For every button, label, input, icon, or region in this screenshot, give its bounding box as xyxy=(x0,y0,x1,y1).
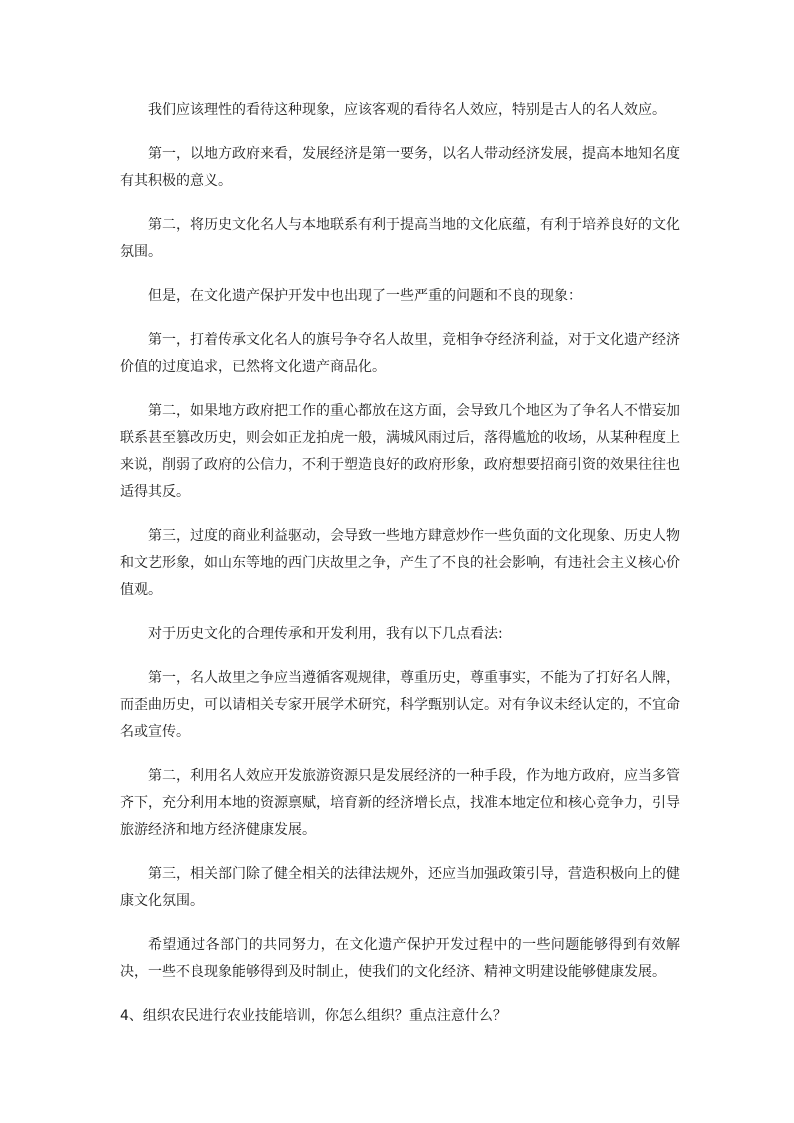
paragraph-positive-point-1: 第一，以地方政府来看，发展经济是第一要务，以名人带动经济发展，提高本地知名度有其积极的意义。 xyxy=(120,146,680,189)
paragraph-view-2: 第二，利用名人效应开发旅游资源只是发展经济的一种手段，作为地方政府，应当多管齐下，充分利用本地的资源禀赋，培育新的经济增长点，找准本地定位和核心竞争力，引导旅游经济和地方经济健康发展。 xyxy=(120,768,680,838)
question-heading: 4、组织农民进行农业技能培训，你怎么组织？重点注意什么？ xyxy=(120,1008,507,1024)
paragraph-conclusion: 希望通过各部门的共同努力，在文化遗产保护开发过程中的一些问题能够得到有效解决，一些不良现象能够得到及时制止，使我们的文化经济、精神文明建设能够健康发展。 xyxy=(120,937,680,980)
paragraph-view-3: 第三，相关部门除了健全相关的法律法规外，还应当加强政策引导，营造积极向上的健康文化氛围。 xyxy=(120,866,680,909)
paragraph-positive-point-2: 第二，将历史文化名人与本地联系有利于提高当地的文化底蕴，有利于培养良好的文化氛围。 xyxy=(120,217,680,260)
paragraph-problem-1: 第一，打着传承文化名人的旗号争夺名人故里，竞相争夺经济利益，对于文化遗产经济价值的过度追求，已然将文化遗产商品化。 xyxy=(120,332,680,375)
paragraph-problem-3: 第三，过度的商业利益驱动，会导致一些地方肆意炒作一些负面的文化现象、历史人物和文艺形象，如山东等地的西门庆故里之争，产生了不良的社会影响，有违社会主义核心价值观。 xyxy=(120,528,680,598)
document-body xyxy=(120,97,680,1030)
paragraph-problems-intro: 但是，在文化遗产保护开发中也出现了一些严重的问题和不良的现象： xyxy=(148,288,582,304)
paragraph-problem-2: 第二，如果地方政府把工作的重心都放在这方面，会导致几个地区为了争名人不惜妄加联系甚至篡改历史，则会如正龙拍虎一般，满城风雨过后，落得尴尬的收场，从某种程度上来说，削弱了政府的公信力，不利于塑造良好的政府形象，政府想要招商引资的效果往往也适得其反。 xyxy=(120,403,680,500)
paragraph-views-intro: 对于历史文化的合理传承和开发利用，我有以下几点看法: xyxy=(148,626,503,642)
paragraph-intro: 我们应该理性的看待这种现象，应该客观的看待名人效应，特别是古人的名人效应。 xyxy=(148,102,666,118)
paragraph-view-1: 第一，名人故里之争应当遵循客观规律，尊重历史，尊重事实，不能为了打好名人牌，而歪曲历史，可以请相关专家开展学术研究，科学甄别认定。对有争议未经认定的，不宜命名或宣传。 xyxy=(120,670,680,740)
